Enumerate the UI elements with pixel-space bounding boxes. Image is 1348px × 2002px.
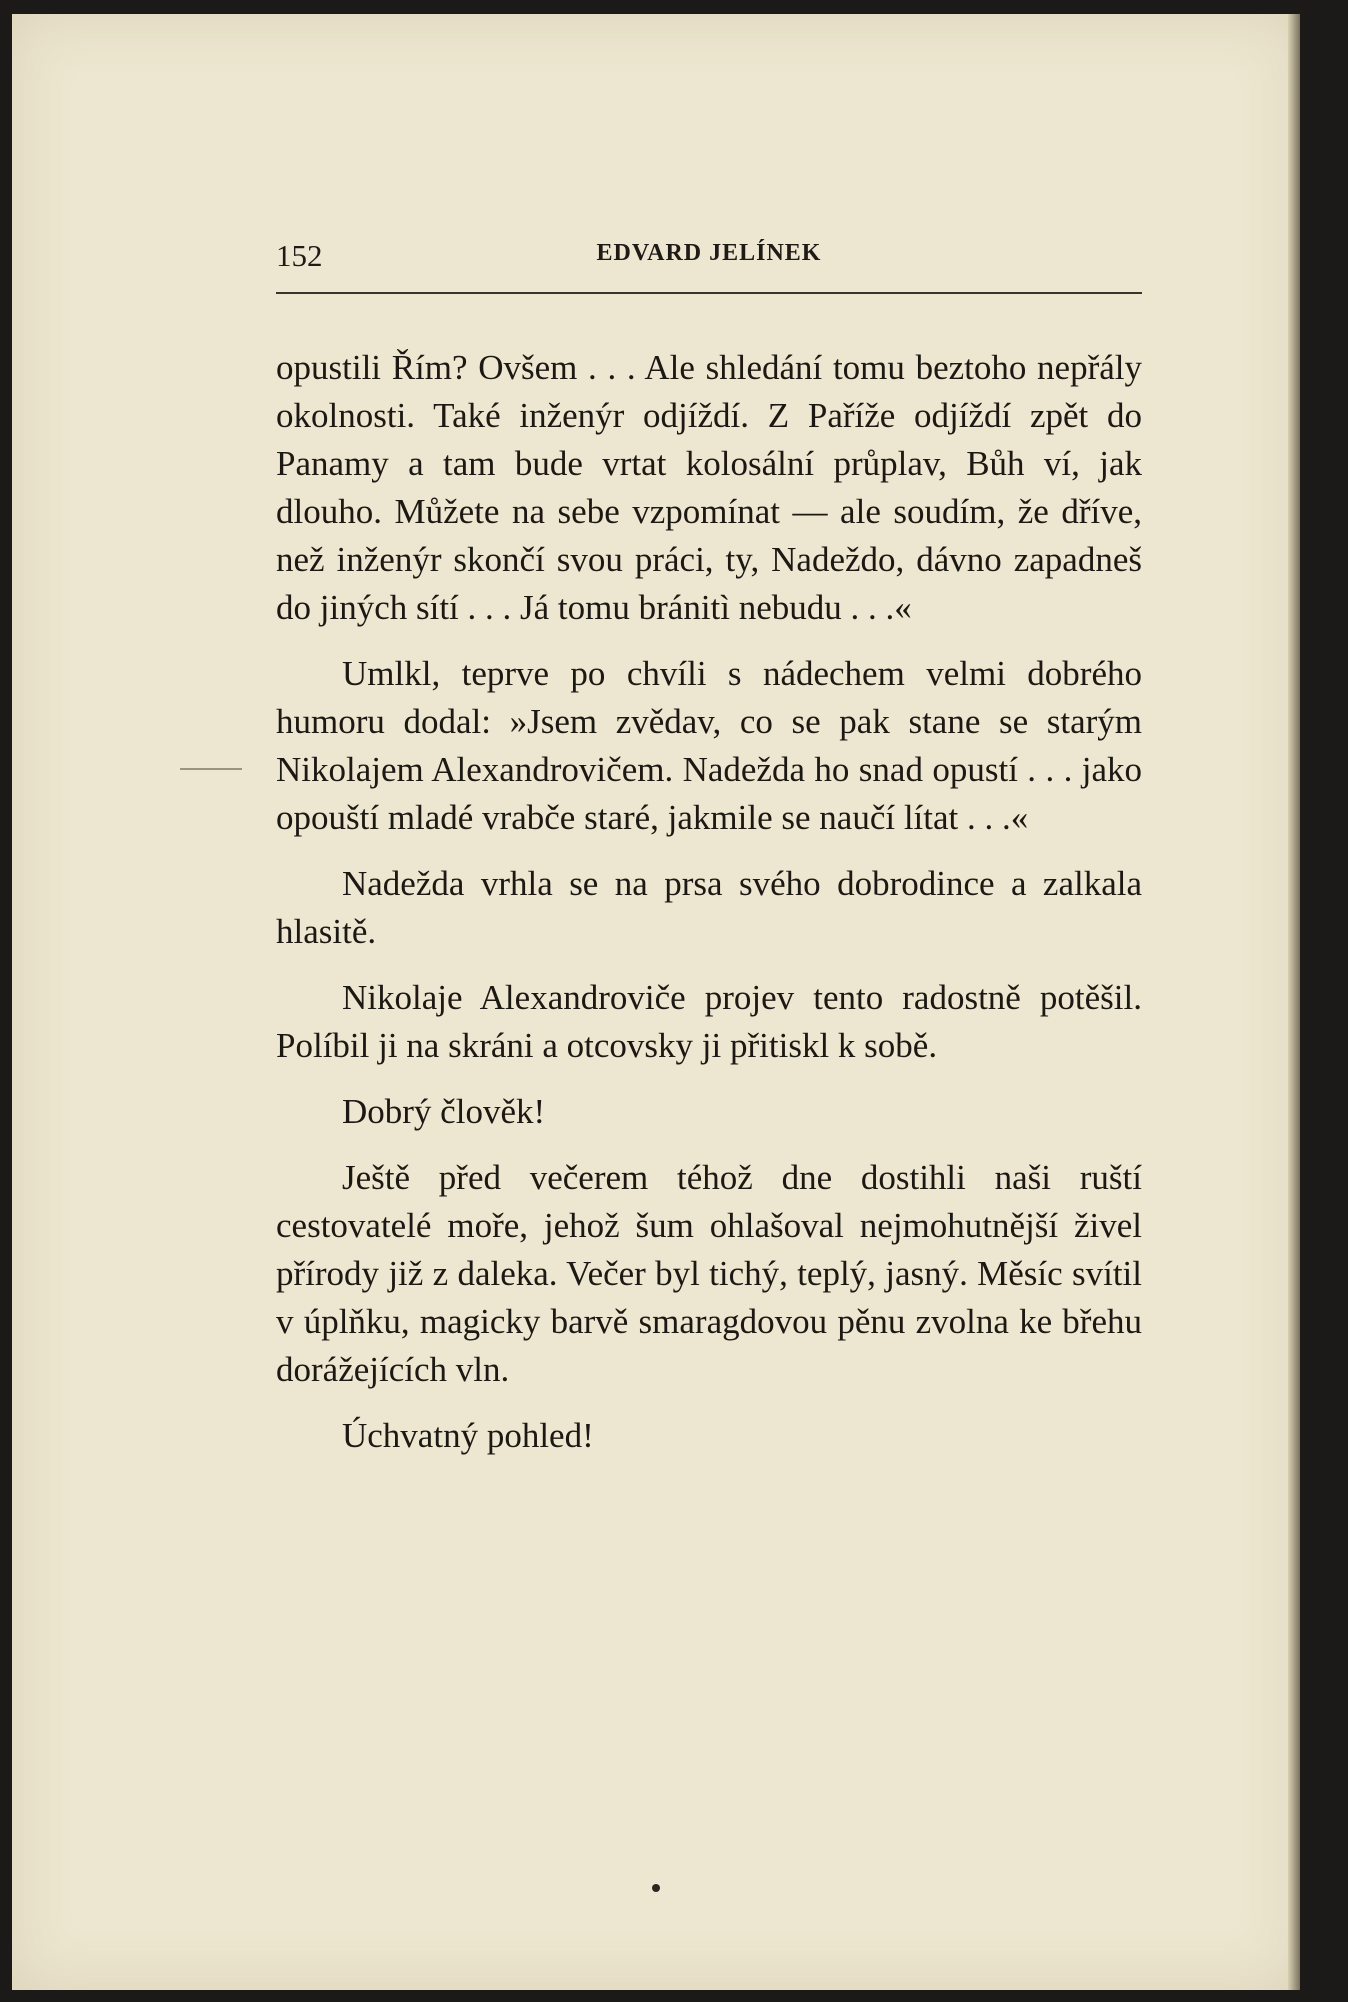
page-header xyxy=(276,232,1142,288)
page-number: 152 xyxy=(276,238,323,273)
ink-dot xyxy=(652,1884,660,1892)
margin-mark xyxy=(180,768,242,770)
paragraph: Umlkl, teprve po chvíli s nádechem velmi dobrého humoru dodal: »Jsem zvědav, co se pak stane se starým Nikolajem Alexandrovičem. Nadežda ho snad opustí . . . jako opouští mladé vrabče staré, jakmile se naučí lítat . . .« xyxy=(276,654,1142,837)
paragraph: Ještě před večerem téhož dne dostihli naši ruští cestovatelé moře, jehož šum ohlašoval nejmohutnější živel přírody již z daleka. Večer byl tichý, teplý, jasný. Měsíc svítil v úplňku, magicky barvě smaragdovou pěnu zvolna ke břehu dorážejících vln. xyxy=(276,1158,1142,1389)
paragraph: Nikolaje Alexandroviče projev tento radostně potěšil. Políbil ji na skráni a otcovsky ji přitiskl k sobě. xyxy=(276,978,1142,1065)
body-text xyxy=(276,344,1142,1478)
page-gutter xyxy=(1288,14,1300,1990)
paragraph: Úchvatný pohled! xyxy=(342,1416,594,1455)
header-rule xyxy=(276,292,1142,294)
paragraph: Nadežda vrhla se na prsa svého dobrodince a zalkala hlasitě. xyxy=(276,864,1142,951)
running-head: EDVARD JELÍNEK xyxy=(596,240,822,266)
paragraph: opustili Řím? Ovšem . . . Ale shledání tomu beztoho nepřály okolnosti. Také inženýr odjíždí. Z Paříže odjíždí zpět do Panamy a tam bude vrtat kolosální průplav, Bůh ví, jak dlouho. Můžete na sebe vzpomínat — ale soudím, že dříve, než inženýr skončí svou práci, ty, Nadeždo, dávno zapadneš do jiných sítí . . . Já tomu bránitì nebudu . . .« xyxy=(276,348,1142,627)
paragraph: Dobrý člověk! xyxy=(342,1092,546,1131)
